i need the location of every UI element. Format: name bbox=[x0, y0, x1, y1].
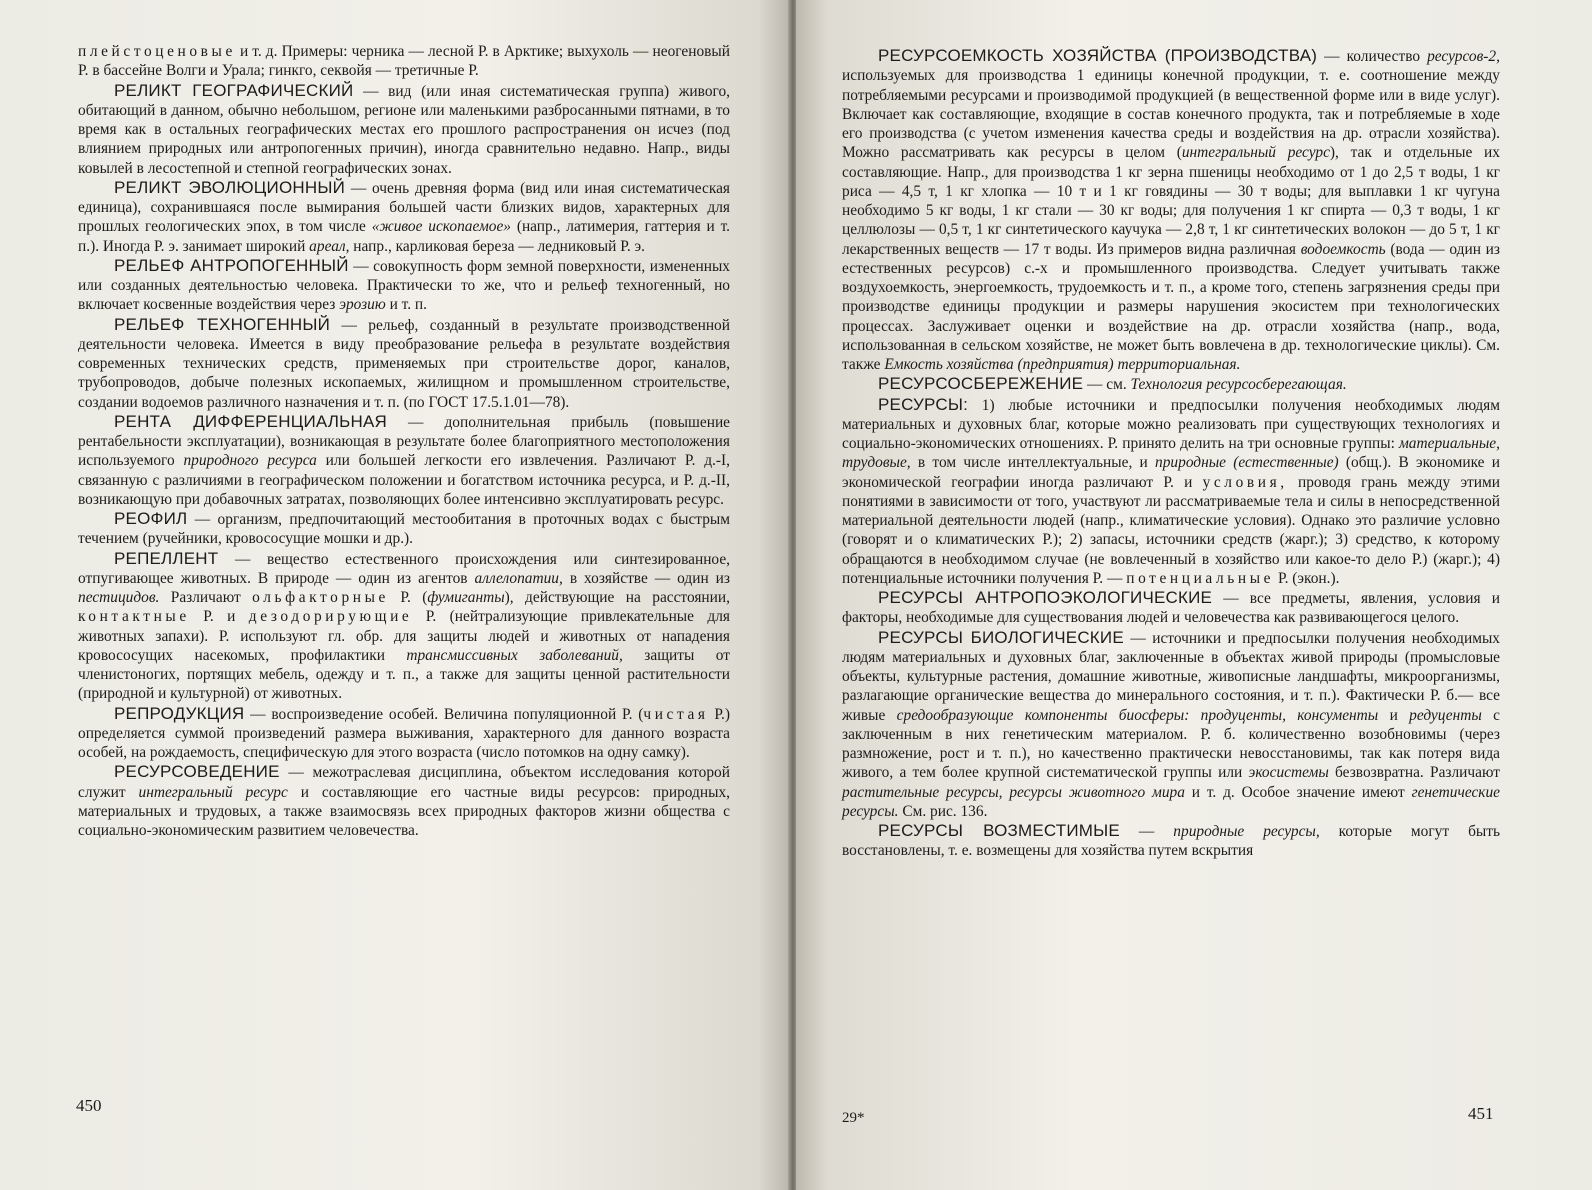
entry-text: См. рис. 136. bbox=[898, 802, 988, 820]
cross-reference: природного ресурса bbox=[183, 452, 317, 470]
dictionary-entry bbox=[78, 81, 730, 178]
cross-reference: редуценты bbox=[1409, 706, 1482, 724]
entry-headword: РЕЛИКТ ЭВОЛЮЦИОННЫЙ bbox=[114, 177, 346, 197]
signature-mark: 29* bbox=[842, 1110, 865, 1126]
entry-headword: РЕЛИКТ ГЕОГРАФИЧЕСКИЙ bbox=[114, 80, 354, 100]
entry-text: с заключенным в них генетическим материалом. Р. б. количественно возобновимы (через размножение, рост и т. п.), но качественно практически невосстановимы, так как потеря вида живого, а тем более крупной систематической группы или bbox=[842, 706, 1500, 782]
entry-headword: РЕСУРСОВЕДЕНИЕ bbox=[114, 762, 280, 782]
entry-text: и bbox=[1378, 706, 1410, 724]
entry-text: или большей легкости его извлечения. Различают Р. д.-I, связанную с различиями в географическом положении и богатством источника ресурса, и Р. д.-II, возникающую при добавочных затратах, позволяющих более интенсивно эксплуатировать ресурс. bbox=[78, 452, 730, 508]
dictionary-entry bbox=[78, 412, 730, 509]
entry-text: (общ.). В экономике и экономической географии иногда различают Р. и bbox=[842, 454, 1500, 491]
spaced-term: плейстоценовые bbox=[78, 43, 236, 60]
cross-reference: природные (естественные) bbox=[1155, 454, 1339, 472]
entry-text: Р. (нейтрализующие привлекательные для животных запахи). Р. используют гл. обр. для защиты людей и животных от нападения кровососущих насекомых, профилактики bbox=[78, 608, 730, 664]
entry-text: безвозвратна. Различают bbox=[1328, 764, 1500, 782]
left-page bbox=[0, 0, 790, 1190]
cross-reference: растительные ресурсы, ресурсы животного мира bbox=[842, 783, 1185, 801]
dictionary-entry bbox=[78, 315, 730, 412]
entry-text: — межотраслевая дисциплина, объектом исследования которой служит bbox=[78, 764, 730, 801]
cross-reference: генетические ресурсы. bbox=[842, 783, 1500, 820]
entry-text: используемых для производства 1 единицы конечной продукции, т. е. соотношение между потребляемыми ресурсами и производимой продукцией (в вещественной форме или в виде услуг). Включает как составляющие, входящие в состав конечного продукта, так и потребляемые в ходе его производства (с учетом изменения качества среды и воздействия на др. отрасли хозяйства). Можно рассматривать как ресурсы в целом ( bbox=[842, 67, 1500, 162]
cross-reference: ареал, bbox=[309, 237, 350, 255]
entry-text: в том числе интеллектуальные, и bbox=[910, 454, 1156, 472]
page-number-left: 450 bbox=[76, 1096, 102, 1115]
entry-headword: РЕЛЬЕФ АНТРОПОГЕННЫЙ bbox=[114, 255, 349, 275]
cross-reference: интегральный ресурс bbox=[1181, 144, 1330, 162]
entry-text: в хозяйстве — один из bbox=[562, 569, 730, 587]
page-number-right: 451 bbox=[1468, 1104, 1494, 1123]
cross-reference: эрозию bbox=[339, 296, 386, 314]
entry-headword: РЕСУРСОЕМКОСТЬ ХОЗЯЙСТВА (ПРОИЗВОДСТВА) bbox=[878, 46, 1318, 65]
dictionary-entry bbox=[78, 256, 730, 315]
cross-reference: Емкость хозяйства (предприятия) территориальная. bbox=[884, 356, 1241, 373]
dictionary-entry bbox=[78, 178, 730, 256]
entry-text: — рельеф, созданный в результате производственной деятельности человека. Имеется в виду преобразование рельефа в результате воздействия современных технических средств, применяемых при строительстве дорог, каналов, трубопроводов, добыче полезных ископаемых, жилищном и промышленном строительстве, создании водоемов различного назначения и т. п. (по ГОСТ 17.5.1.01—78). bbox=[78, 316, 730, 411]
dictionary-entry bbox=[78, 704, 730, 763]
entry-text: ), так и отдельные их составляющие. Напр., для производства 1 кг зерна пшеницы необходимо от 1 до 2,5 т воды, 1 кг риса — 4,5 т, 1 кг хлопка — 10 т и 1 кг говядины — 30 т воды; для выплавки 1 кг чугуна необходимо 5 кг воды, 1 кг стали — 30 кг воды; для получения 1 кг спирта — 0,3 т воды, 1 кг целлюлозы — 0,5 т, 1 кг синтетического каучука — 2,8 т, 1 кг синтетических волокон — до 5 т, 1 кг лекарственных веществ — 17 т воды. Из примеров видна различная bbox=[842, 144, 1500, 258]
entry-text: ), действующие на расстоянии, bbox=[504, 589, 730, 606]
cross-reference: природные ресурсы, bbox=[1173, 823, 1320, 840]
entry-headword: РЕПЕЛЛЕНТ bbox=[114, 548, 219, 568]
cross-reference: Технология ресурсосберегающая. bbox=[1130, 376, 1347, 394]
cross-reference: «живое ископаемое» bbox=[371, 218, 511, 236]
cross-reference: средообразующие компоненты биосферы: продуценты, консументы bbox=[896, 706, 1379, 724]
entry-text: — воспроизведение особей. Величина популяционной Р. ( bbox=[244, 705, 644, 723]
cross-reference: фумиганты bbox=[427, 589, 505, 606]
entry-headword: РЕПРОДУКЦИЯ bbox=[114, 703, 245, 723]
entry-headword: РЕСУРСЫ АНТРОПОЭКОЛОГИЧЕСКИЕ bbox=[878, 588, 1213, 607]
entry-text: Р.) определяется суммой произведений размера выживания, характерного для данного возраста особей, на рождаемость, специфическую для этого возраста (число потомков на одну самку). bbox=[78, 705, 730, 761]
cross-reference: пестицидов. bbox=[78, 589, 160, 606]
entry-headword: РЕСУРСОСБЕРЕЖЕНИЕ bbox=[878, 374, 1084, 394]
entry-headword: РЕСУРСЫ: bbox=[878, 394, 968, 414]
entry-text: — дополнительная прибыль (повышение рентабельности эксплуатации), возникающая в результате более благоприятного местоположения используемого bbox=[78, 413, 731, 470]
entry-text: и т. д. Примеры: черника — лесной Р. в Арктике; выхухоль — неогеновый Р. в бассейне Волги и Урала; гинкго, секвойя — третичные Р. bbox=[78, 43, 730, 80]
dictionary-entry bbox=[78, 762, 730, 840]
dictionary-entry bbox=[842, 395, 1500, 589]
entry-text: и т. п. bbox=[385, 296, 427, 314]
dictionary-entry bbox=[842, 821, 1500, 861]
entry-headword: РЕОФИЛ bbox=[114, 509, 188, 528]
entry-headword: РЕЛЬЕФ ТЕХНОГЕННЫЙ bbox=[114, 314, 331, 334]
cross-reference: интегральный ресурс bbox=[138, 783, 288, 801]
entry-text: — все предметы, явления, условия и факторы, необходимые для существования людей и человечества как развивающегося целого. bbox=[842, 590, 1501, 627]
entry-text: — совокупность форм земной поверхности, измененных или созданных деятельностью человека. Практически то же, что и рельеф техногенный, но включает косвенные воздействия через bbox=[78, 257, 730, 314]
entry-text: — количество bbox=[1317, 48, 1428, 65]
dictionary-entry bbox=[842, 374, 1500, 394]
dictionary-entry bbox=[842, 588, 1500, 628]
entry-text: — вещество естественного происхождения или синтезированное, отпугивающее животных. В природе — один из агентов bbox=[78, 550, 730, 587]
dictionary-entry bbox=[78, 549, 730, 704]
entry-text: и т. д. Особое значение имеют bbox=[1184, 783, 1412, 801]
cross-reference: экосистемы bbox=[1248, 764, 1329, 782]
cross-reference: аллелопатии, bbox=[474, 569, 563, 587]
entry-text: — очень древняя форма (вид или иная систематическая единица), сохранившаяся после вымирания большей части близких видов, характерных для прошлых геологических эпох, в том числе bbox=[78, 179, 730, 236]
spaced-term: ольфакторные bbox=[252, 589, 389, 606]
entry-text: и составляющие его частные виды ресурсов: природных, материальных и трудовых, а также взаимосвязь всех природных факторов жизни общества с социально-экономическим развитием человечества. bbox=[78, 783, 730, 839]
right-page bbox=[796, 0, 1592, 1190]
entry-text: — см. bbox=[1083, 376, 1131, 394]
entry-text: (вода — один из естественных ресурсов) с.-х и промышленного производства. Следует учитывать также воздухоемкость, энергоемкость, трудоемкость и т. п., а кроме того, степень загрязнения среды при производстве единицы продукции и размеры нарушения экосистем при технологических процессах. Заслуживает оценки и воздействие на др. отрасли хозяйства (напр., вода, использованная в сельском хозяйстве, не может быть вовлечена в др. технологические циклы). См. также bbox=[842, 240, 1500, 373]
cross-reference: ресурсов-2, bbox=[1427, 48, 1500, 65]
dictionary-entry bbox=[842, 46, 1500, 374]
entry-text: защиты от членистоногих, портящих мебель, одежду и т. п., а также для защиты ценной растительности (природной и культурной) от животных. bbox=[78, 646, 731, 703]
entry-text: которые могут быть восстановлены, т. е. возмещены для хозяйства путем вскрытия bbox=[842, 823, 1500, 860]
entry-text: 1) любые источники и предпосылки получения необходимых людям материальных и духовных благ, которые можно реализовать при существующих технологиях и социально-экономических отношениях. Р. принято делить на три основные группы: bbox=[842, 396, 1500, 452]
entry-text: (напр., латимерия, гаттерия и т. п.). Иногда Р. э. занимает широкий bbox=[78, 218, 730, 255]
cross-reference: материальные, трудовые, bbox=[842, 435, 1500, 472]
entry-text: проводя грань между этими понятиями в зависимости от того, участвуют ли рассматриваемые тела и силы в непосредственной материальной деятельности людей (напр., климатические условия). Однако это различие условно (говорят и о климатических Р.); 2) запасы, источники средств (жарг.); 3) средство, к которому обращаются в необходимом случае (не вовлеченный в хозяйство или какое-то дело Р.) (жарг.); 4) потенциальные источники получения Р. — bbox=[842, 473, 1500, 587]
entry-text: Различают bbox=[159, 589, 253, 606]
spaced-term: дезодорирующие bbox=[248, 608, 413, 626]
spaced-term: контактные bbox=[78, 608, 190, 626]
entry-headword: РЕСУРСЫ ВОЗМЕСТИМЫЕ bbox=[878, 821, 1120, 840]
entry-text: — bbox=[1119, 823, 1174, 840]
spaced-term: потенциальные bbox=[1126, 569, 1275, 587]
spaced-term: условия, bbox=[1202, 473, 1288, 491]
right-page-text bbox=[842, 46, 1500, 861]
entry-text: — вид (или иная систематическая группа) живого, обитающий в данном, обычно небольшом, регионе или маленькими разбросанными пятнами, в то время как в остальных географических местах его прошлого распространения он исчез (под влиянием природных или антропогенных причин), иногда сравнительно недавно. Напр., виды ковылей в лесостепной и степной географических зонах. bbox=[78, 82, 730, 177]
cross-reference: трансмиссивных заболеваний, bbox=[406, 646, 623, 664]
left-page-text bbox=[78, 42, 730, 840]
entry-text: — организм, предпочитающий местообитания в проточных водах с быстрым течением (ручейники, кровососущие мошки и др.). bbox=[78, 511, 730, 548]
cross-reference: водоемкость bbox=[1300, 240, 1386, 258]
spaced-term: чистая bbox=[643, 705, 709, 723]
entry-text: Р. и bbox=[189, 608, 249, 626]
entry-continuation bbox=[78, 42, 730, 81]
entry-text: напр., карликовая береза — ледниковый Р. э. bbox=[349, 237, 645, 255]
entry-text: Р. (экон.). bbox=[1274, 569, 1340, 587]
dictionary-entry bbox=[842, 628, 1500, 822]
entry-text: — источники и предпосылки получения необходимых людям материальных и духовных благ, заключенные в объектах живой природы (промысловые объекты, культурные растения, домашние животные, живописные ландшафты, микроорганизмы, разлагающие органические вещества до минерального состояния, и т. п.). Фактически Р. б.— все живые bbox=[842, 629, 1500, 724]
dictionary-entry bbox=[78, 509, 730, 549]
entry-headword: РЕСУРСЫ БИОЛОГИЧЕСКИЕ bbox=[878, 627, 1124, 647]
entry-text: Р. ( bbox=[388, 589, 428, 606]
entry-headword: РЕНТА ДИФФЕРЕНЦИАЛЬНАЯ bbox=[114, 411, 388, 431]
